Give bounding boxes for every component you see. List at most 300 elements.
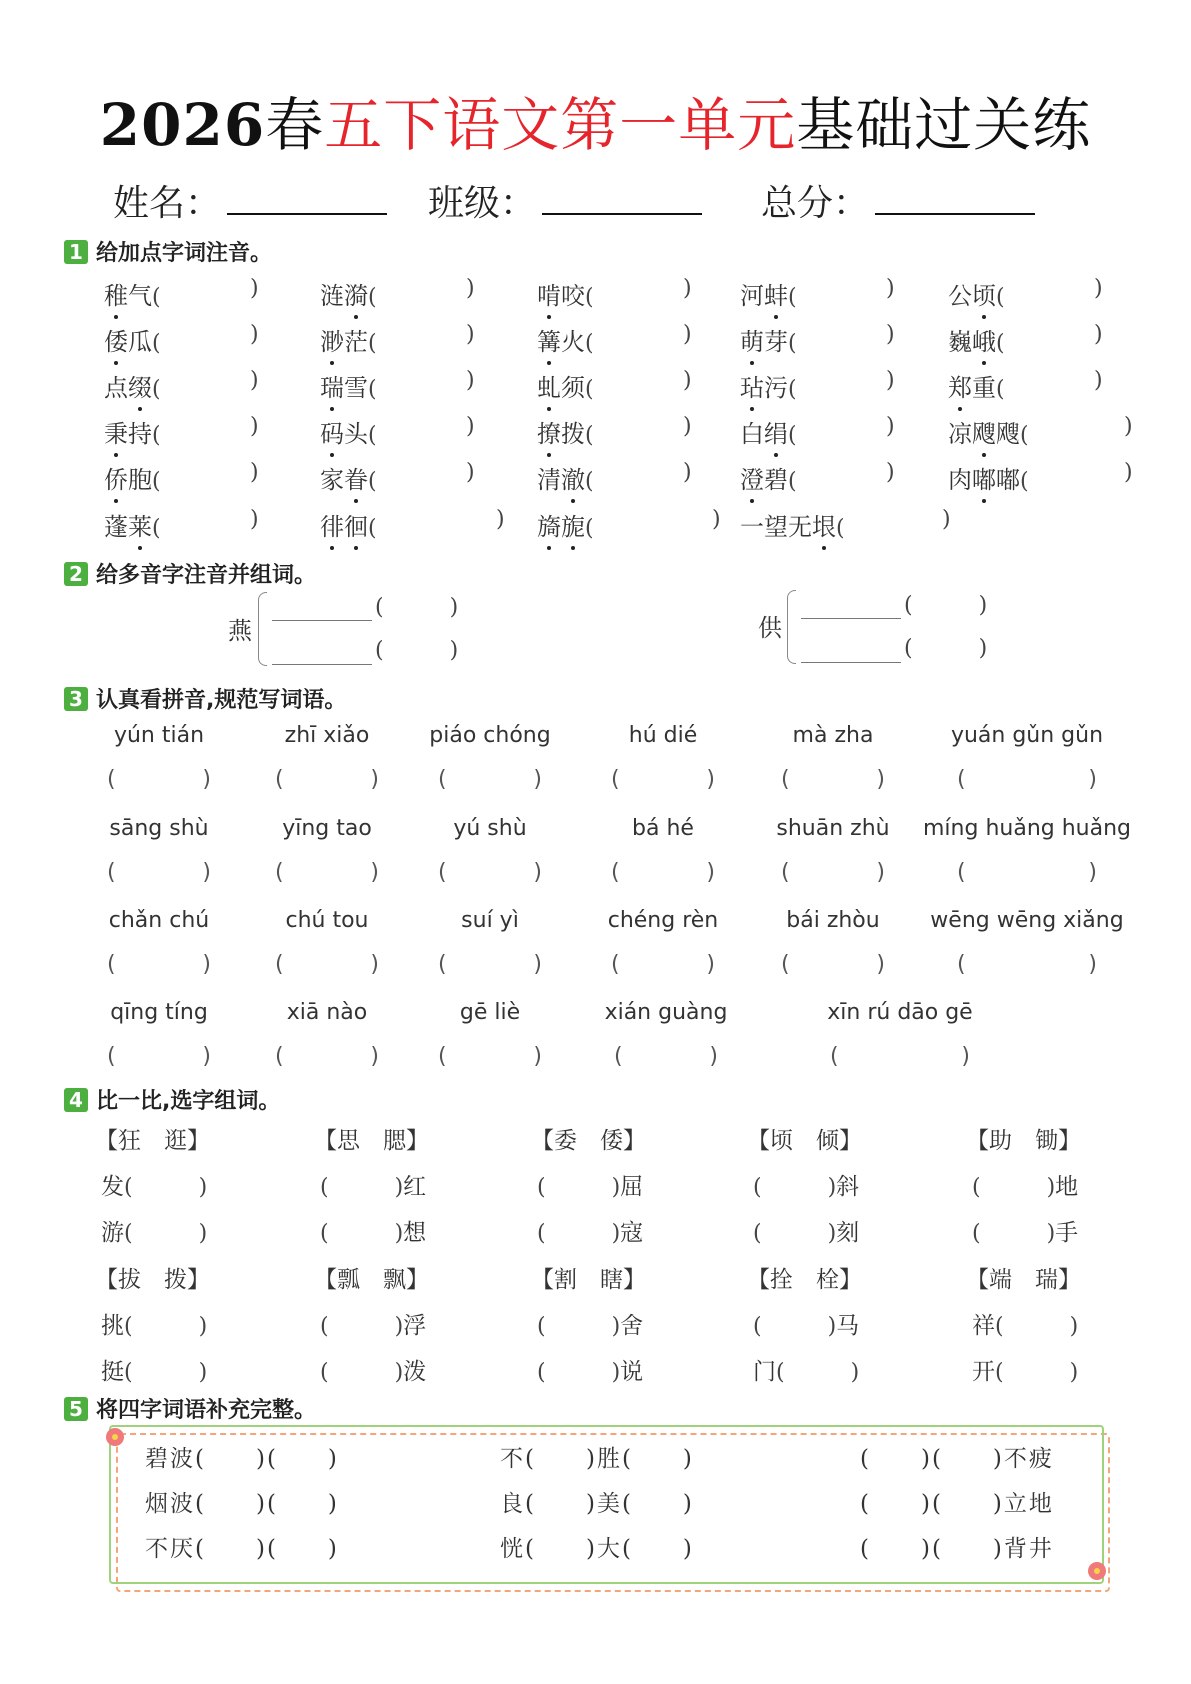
pinyin-answer-blank[interactable] [170,507,250,535]
fill-item[interactable]: ( )屈 [537,1174,644,1200]
pinyin-answer-blank[interactable] [603,276,683,304]
pinyin-prompt: chéng rèn [607,908,719,933]
word-item [948,322,1005,357]
word-item [104,368,161,403]
word-char: 无 [788,513,812,541]
pinyin-prompt: mà zha [792,723,874,748]
word-item [740,507,845,542]
open-paren: ( [368,423,377,448]
close-paren: ) [1094,322,1103,347]
word-char: 凉 [948,420,972,448]
score-field [761,175,1035,226]
word-char: 眷 [344,460,368,495]
answer-blank[interactable]: ( ) [275,860,379,885]
word-char: 河 [740,282,764,310]
pinyin-prompt: shuān zhù [776,816,890,841]
word-blank[interactable] [272,598,372,621]
word-char: 雪 [344,374,368,402]
word-item [740,276,797,311]
pinyin-answer-blank[interactable] [170,276,250,304]
answer-blank[interactable]: ( ) [781,952,885,977]
word-char: 气 [128,282,152,310]
pinyin-answer-blank[interactable] [1014,368,1094,396]
idiom-item[interactable]: ( )( )背井 [860,1536,1054,1562]
fill-item[interactable]: ( )马 [753,1313,860,1339]
word-item [320,322,377,357]
worksheet-title [0,78,1191,162]
word-item [948,414,1029,449]
word-item [104,414,161,449]
pinyin-prompt: yún tián [113,723,205,748]
fill-item[interactable]: ( )泼 [320,1359,427,1385]
word-char: 澄 [740,460,764,495]
close-paren: ) [496,507,505,532]
fill-item[interactable]: 门( ) [753,1359,860,1385]
close-paren: ) [1094,276,1103,301]
name-field [113,175,387,226]
char-pair: 【助 锄】 [966,1128,1081,1154]
pinyin-answer-blank[interactable] [806,322,886,350]
fill-item[interactable]: ( )舍 [537,1313,644,1339]
pinyin-answer-blank[interactable] [806,368,886,396]
fill-item[interactable]: ( )手 [972,1220,1079,1246]
word-char: 须 [561,374,585,402]
open-paren: ( [788,423,797,448]
idiom-item[interactable]: 不厌( )( ) [145,1536,339,1562]
word-blank[interactable] [801,640,901,663]
pinyin-prompt: xián guàng [604,1000,728,1025]
close-paren: ) [466,414,475,439]
word-char: 肉 [948,466,972,494]
score-blank[interactable] [875,179,1035,215]
pinyin-prompt: yú shù [453,816,527,841]
word-item [740,368,797,403]
answer-blank[interactable]: ( ) [107,1044,211,1069]
close-paren: ) [942,507,951,532]
answer-blank[interactable]: ( ) [107,860,211,885]
class-field [428,175,702,226]
word-char: 茫 [344,328,368,356]
close-paren: ) [683,460,692,485]
close-paren: ) [1094,368,1103,393]
pinyin-prompt: bái zhòu [786,908,880,933]
idiom-item[interactable]: 不( )胜( ) [500,1446,694,1472]
open-paren: ( [585,377,594,402]
pinyin-answer-blank[interactable] [603,322,683,350]
pinyin-prompt: chǎn chú [108,908,210,933]
polyphone-char: 燕 [228,617,252,645]
close-paren: ) [466,276,475,301]
idiom-item[interactable]: 碧波( )( ) [145,1446,339,1472]
close-paren: ) [886,414,895,439]
section-title: 认真看拼音,规范写词语。 [96,688,347,713]
answer-blank[interactable]: ( ) [438,1044,542,1069]
word-item [948,460,1029,495]
word-char: 篝 [537,322,561,357]
word-char: 点 [104,374,128,402]
word-char: 涟 [320,282,344,310]
close-paren: ) [250,276,259,301]
open-paren: ( [788,377,797,402]
name-label: 姓名： [113,183,222,224]
pinyin-blank[interactable]: ( ) [375,595,459,620]
char-pair: 【拴 栓】 [747,1267,862,1293]
word-char: 碧 [764,466,788,494]
fill-item[interactable]: ( )地 [972,1174,1079,1200]
open-paren: ( [1020,423,1029,448]
word-char: 徘 [320,507,344,542]
answer-blank[interactable]: ( ) [957,767,1097,792]
fill-item[interactable]: 挑( ) [101,1313,208,1339]
answer-blank[interactable]: ( ) [275,767,379,792]
answer-blank[interactable]: ( ) [957,860,1097,885]
pinyin-prompt: míng huǎng huǎng [923,816,1131,841]
word-char: 玷 [740,368,764,403]
answer-blank[interactable]: ( ) [275,952,379,977]
idiom-item[interactable]: ( )( )立地 [860,1491,1054,1517]
open-paren: ( [152,469,161,494]
open-paren: ( [152,377,161,402]
pinyin-answer-blank[interactable] [386,414,466,442]
pinyin-prompt: chú tou [285,908,369,933]
fill-item[interactable]: ( )红 [320,1174,427,1200]
word-char: 峨 [972,322,996,357]
pinyin-blank[interactable]: ( ) [375,638,459,663]
word-char: 绢 [764,414,788,449]
close-paren: ) [1124,414,1133,439]
answer-blank[interactable]: ( ) [438,767,542,792]
flower-icon [1088,1562,1106,1580]
pinyin-answer-blank[interactable] [386,368,466,396]
open-paren: ( [585,516,594,541]
word-item [320,368,377,403]
pinyin-answer-blank[interactable] [386,322,466,350]
pinyin-answer-blank[interactable] [603,368,683,396]
section-number-badge: 3 [64,687,88,711]
pinyin-prompt: suí yì [461,908,519,933]
word-item [320,414,377,449]
title-season: 春 [265,91,325,159]
word-item [537,276,594,311]
word-char: 嘟 [972,460,996,495]
word-char: 咬 [561,282,585,310]
word-char: 垠 [812,507,836,542]
open-paren: ( [368,516,377,541]
open-paren: ( [788,469,797,494]
word-char: 秉 [104,414,128,449]
fill-item[interactable]: ( )浮 [320,1313,427,1339]
pinyin-answer-blank[interactable] [603,460,683,488]
section-title: 比一比,选字组词。 [96,1089,281,1114]
section-number-badge: 1 [64,240,88,264]
answer-blank[interactable]: ( ) [611,952,715,977]
open-paren: ( [788,331,797,356]
word-char: 漪 [344,276,368,311]
pinyin-answer-blank[interactable] [1014,276,1094,304]
close-paren: ) [683,414,692,439]
word-char: 倭 [104,322,128,357]
open-paren: ( [585,469,594,494]
pinyin-answer-blank[interactable] [386,507,496,535]
char-pair: 【狂 逛】 [95,1128,210,1154]
open-paren: ( [368,469,377,494]
word-char: 污 [764,374,788,402]
fill-item[interactable]: 挺( ) [101,1359,208,1385]
word-item [320,276,377,311]
word-item [104,322,161,357]
pinyin-prompt: yuán gǔn gǔn [950,723,1104,748]
title-rest: 基础过关练 [796,91,1092,159]
pinyin-prompt: zhī xiǎo [284,723,370,748]
fill-item[interactable]: 开( ) [972,1359,1079,1385]
answer-blank[interactable]: ( ) [438,860,542,885]
pinyin-answer-blank[interactable] [1040,414,1124,442]
pinyin-answer-blank[interactable] [170,322,250,350]
answer-blank[interactable]: ( ) [614,1044,718,1069]
char-pair: 【委 倭】 [531,1128,646,1154]
word-item [740,414,797,449]
word-char: 萌 [740,322,764,357]
pinyin-answer-blank[interactable] [806,276,886,304]
answer-blank[interactable]: ( ) [275,1044,379,1069]
char-pair: 【割 瞎】 [531,1267,646,1293]
word-char: 顷 [972,276,996,311]
open-paren: ( [585,285,594,310]
open-paren: ( [152,285,161,310]
answer-blank[interactable]: ( ) [830,1044,970,1069]
close-paren: ) [683,368,692,393]
word-char: 拨 [561,420,585,448]
close-paren: ) [250,368,259,393]
open-paren: ( [1020,469,1029,494]
close-paren: ) [466,460,475,485]
pinyin-answer-blank[interactable] [170,414,250,442]
word-blank[interactable] [272,642,372,665]
word-item [740,460,797,495]
pinyin-blank[interactable]: ( ) [904,593,988,618]
word-char: 重 [972,374,996,402]
title-year: 2026 [99,91,266,159]
word-char: 侨 [104,460,128,495]
word-char: 一 [740,513,764,541]
section-number-badge: 4 [64,1088,88,1112]
word-char: 望 [764,513,788,541]
close-paren: ) [683,322,692,347]
word-item [104,460,161,495]
score-label: 总分： [761,183,870,224]
close-paren: ) [886,460,895,485]
open-paren: ( [585,331,594,356]
pinyin-prompt: piáo chóng [429,723,551,748]
name-blank[interactable] [227,179,387,215]
pinyin-answer-blank[interactable] [603,507,712,535]
title-unit: 五下语文第一单元 [324,91,797,159]
open-paren: ( [996,285,1005,310]
word-char: 芽 [764,328,788,356]
pinyin-prompt: qīng tíng [110,1000,208,1025]
brace-icon [787,590,796,664]
idiom-item[interactable]: 烟波( )( ) [145,1491,339,1517]
word-char: 火 [561,328,585,356]
word-char: 瓜 [128,328,152,356]
word-char: 清 [537,466,561,494]
idiom-item[interactable]: 良( )美( ) [500,1491,694,1517]
word-char: 郑 [948,368,972,403]
word-char: 瑞 [320,368,344,403]
char-pair: 【瓢 飘】 [314,1267,429,1293]
answer-blank[interactable]: ( ) [107,767,211,792]
open-paren: ( [836,516,845,541]
close-paren: ) [712,507,721,532]
word-item [740,322,797,357]
word-char: 嘟 [996,466,1020,494]
word-char: 啃 [537,276,561,311]
char-pair: 【端 瑞】 [966,1267,1081,1293]
word-char: 澈 [561,460,585,495]
flower-icon [106,1428,124,1446]
class-label: 班级： [428,183,537,224]
answer-blank[interactable]: ( ) [611,860,715,885]
section-2-heading [64,558,316,589]
word-char: 缀 [128,368,152,403]
word-char: 蚌 [764,276,788,311]
word-char: 飕 [972,414,996,449]
word-char: 家 [320,466,344,494]
open-paren: ( [152,331,161,356]
pinyin-prompt: xīn rú dāo gē [827,1000,973,1025]
word-item [537,414,594,449]
pinyin-prompt: bá hé [632,816,694,841]
close-paren: ) [683,276,692,301]
fill-item[interactable]: 发( ) [101,1174,208,1200]
word-item [537,507,594,542]
section-5-heading [64,1393,316,1424]
pinyin-answer-blank[interactable] [806,460,886,488]
open-paren: ( [368,377,377,402]
pinyin-answer-blank[interactable] [386,276,466,304]
close-paren: ) [1124,460,1133,485]
fill-item[interactable]: ( )寇 [537,1220,644,1246]
word-char: 飕 [996,420,1020,448]
word-char: 虬 [537,368,561,403]
answer-blank[interactable]: ( ) [781,860,885,885]
pinyin-answer-blank[interactable] [386,460,466,488]
open-paren: ( [368,331,377,356]
fill-item[interactable]: ( )刻 [753,1220,860,1246]
word-char: 巍 [948,328,972,356]
pinyin-prompt: hú dié [628,723,698,748]
close-paren: ) [250,414,259,439]
pinyin-answer-blank[interactable] [858,507,942,535]
word-char: 公 [948,282,972,310]
brace-icon [258,592,267,666]
word-char: 白 [740,420,764,448]
close-paren: ) [466,368,475,393]
open-paren: ( [585,423,594,448]
fill-item[interactable]: ( )想 [320,1220,427,1246]
idiom-item[interactable]: ( )( )不疲 [860,1446,1054,1472]
pinyin-prompt: yīng tao [282,816,372,841]
word-item [320,460,377,495]
section-1-heading [64,236,272,267]
fill-item[interactable]: 游( ) [101,1220,208,1246]
idiom-item[interactable]: 恍( )大( ) [500,1536,694,1562]
close-paren: ) [466,322,475,347]
pinyin-answer-blank[interactable] [1040,460,1124,488]
open-paren: ( [152,516,161,541]
close-paren: ) [886,322,895,347]
word-item [537,368,594,403]
word-char: 稚 [104,276,128,311]
word-item [320,507,377,542]
fill-item[interactable]: ( )斜 [753,1174,860,1200]
word-char: 蓬 [104,513,128,541]
word-item [948,276,1005,311]
word-item [104,507,161,542]
pinyin-prompt: gē liè [459,1000,521,1025]
answer-blank[interactable]: ( ) [781,767,885,792]
open-paren: ( [996,377,1005,402]
word-char: 持 [128,420,152,448]
word-char: 莱 [128,507,152,542]
word-item [537,460,594,495]
section-number-badge: 2 [64,562,88,586]
word-char: 头 [344,420,368,448]
polyphone-char: 供 [758,614,782,642]
section-title: 将四字词语补充完整。 [96,1398,317,1423]
answer-blank[interactable]: ( ) [107,952,211,977]
word-char: 旖 [537,507,561,542]
answer-blank[interactable]: ( ) [611,767,715,792]
pinyin-answer-blank[interactable] [170,460,250,488]
section-number-badge: 5 [64,1397,88,1421]
pinyin-answer-blank[interactable] [170,368,250,396]
class-blank[interactable] [542,179,702,215]
close-paren: ) [886,276,895,301]
word-item [537,322,594,357]
open-paren: ( [788,285,797,310]
pinyin-answer-blank[interactable] [806,414,886,442]
answer-blank[interactable]: ( ) [957,952,1097,977]
word-char: 渺 [320,322,344,357]
word-item [948,368,1005,403]
word-char: 撩 [537,414,561,449]
close-paren: ) [250,460,259,485]
char-pair: 【思 腮】 [314,1128,429,1154]
pinyin-prompt: sāng shù [109,816,209,841]
section-3-heading [64,683,346,714]
section-4-heading [64,1084,280,1115]
pinyin-answer-blank[interactable] [603,414,683,442]
word-char: 胞 [128,466,152,494]
pinyin-prompt: xiā nào [286,1000,368,1025]
word-blank[interactable] [801,596,901,619]
char-pair: 【拔 拨】 [95,1267,210,1293]
close-paren: ) [886,368,895,393]
word-char: 徊 [344,507,368,542]
close-paren: ) [250,507,259,532]
open-paren: ( [152,423,161,448]
answer-blank[interactable]: ( ) [438,952,542,977]
word-item [104,276,161,311]
pinyin-answer-blank[interactable] [1014,322,1094,350]
pinyin-prompt: wēng wēng xiǎng [930,908,1124,933]
pinyin-blank[interactable]: ( ) [904,636,988,661]
open-paren: ( [368,285,377,310]
fill-item[interactable]: ( )说 [537,1359,644,1385]
word-char: 旎 [561,507,585,542]
fill-item[interactable]: 祥( ) [972,1313,1079,1339]
